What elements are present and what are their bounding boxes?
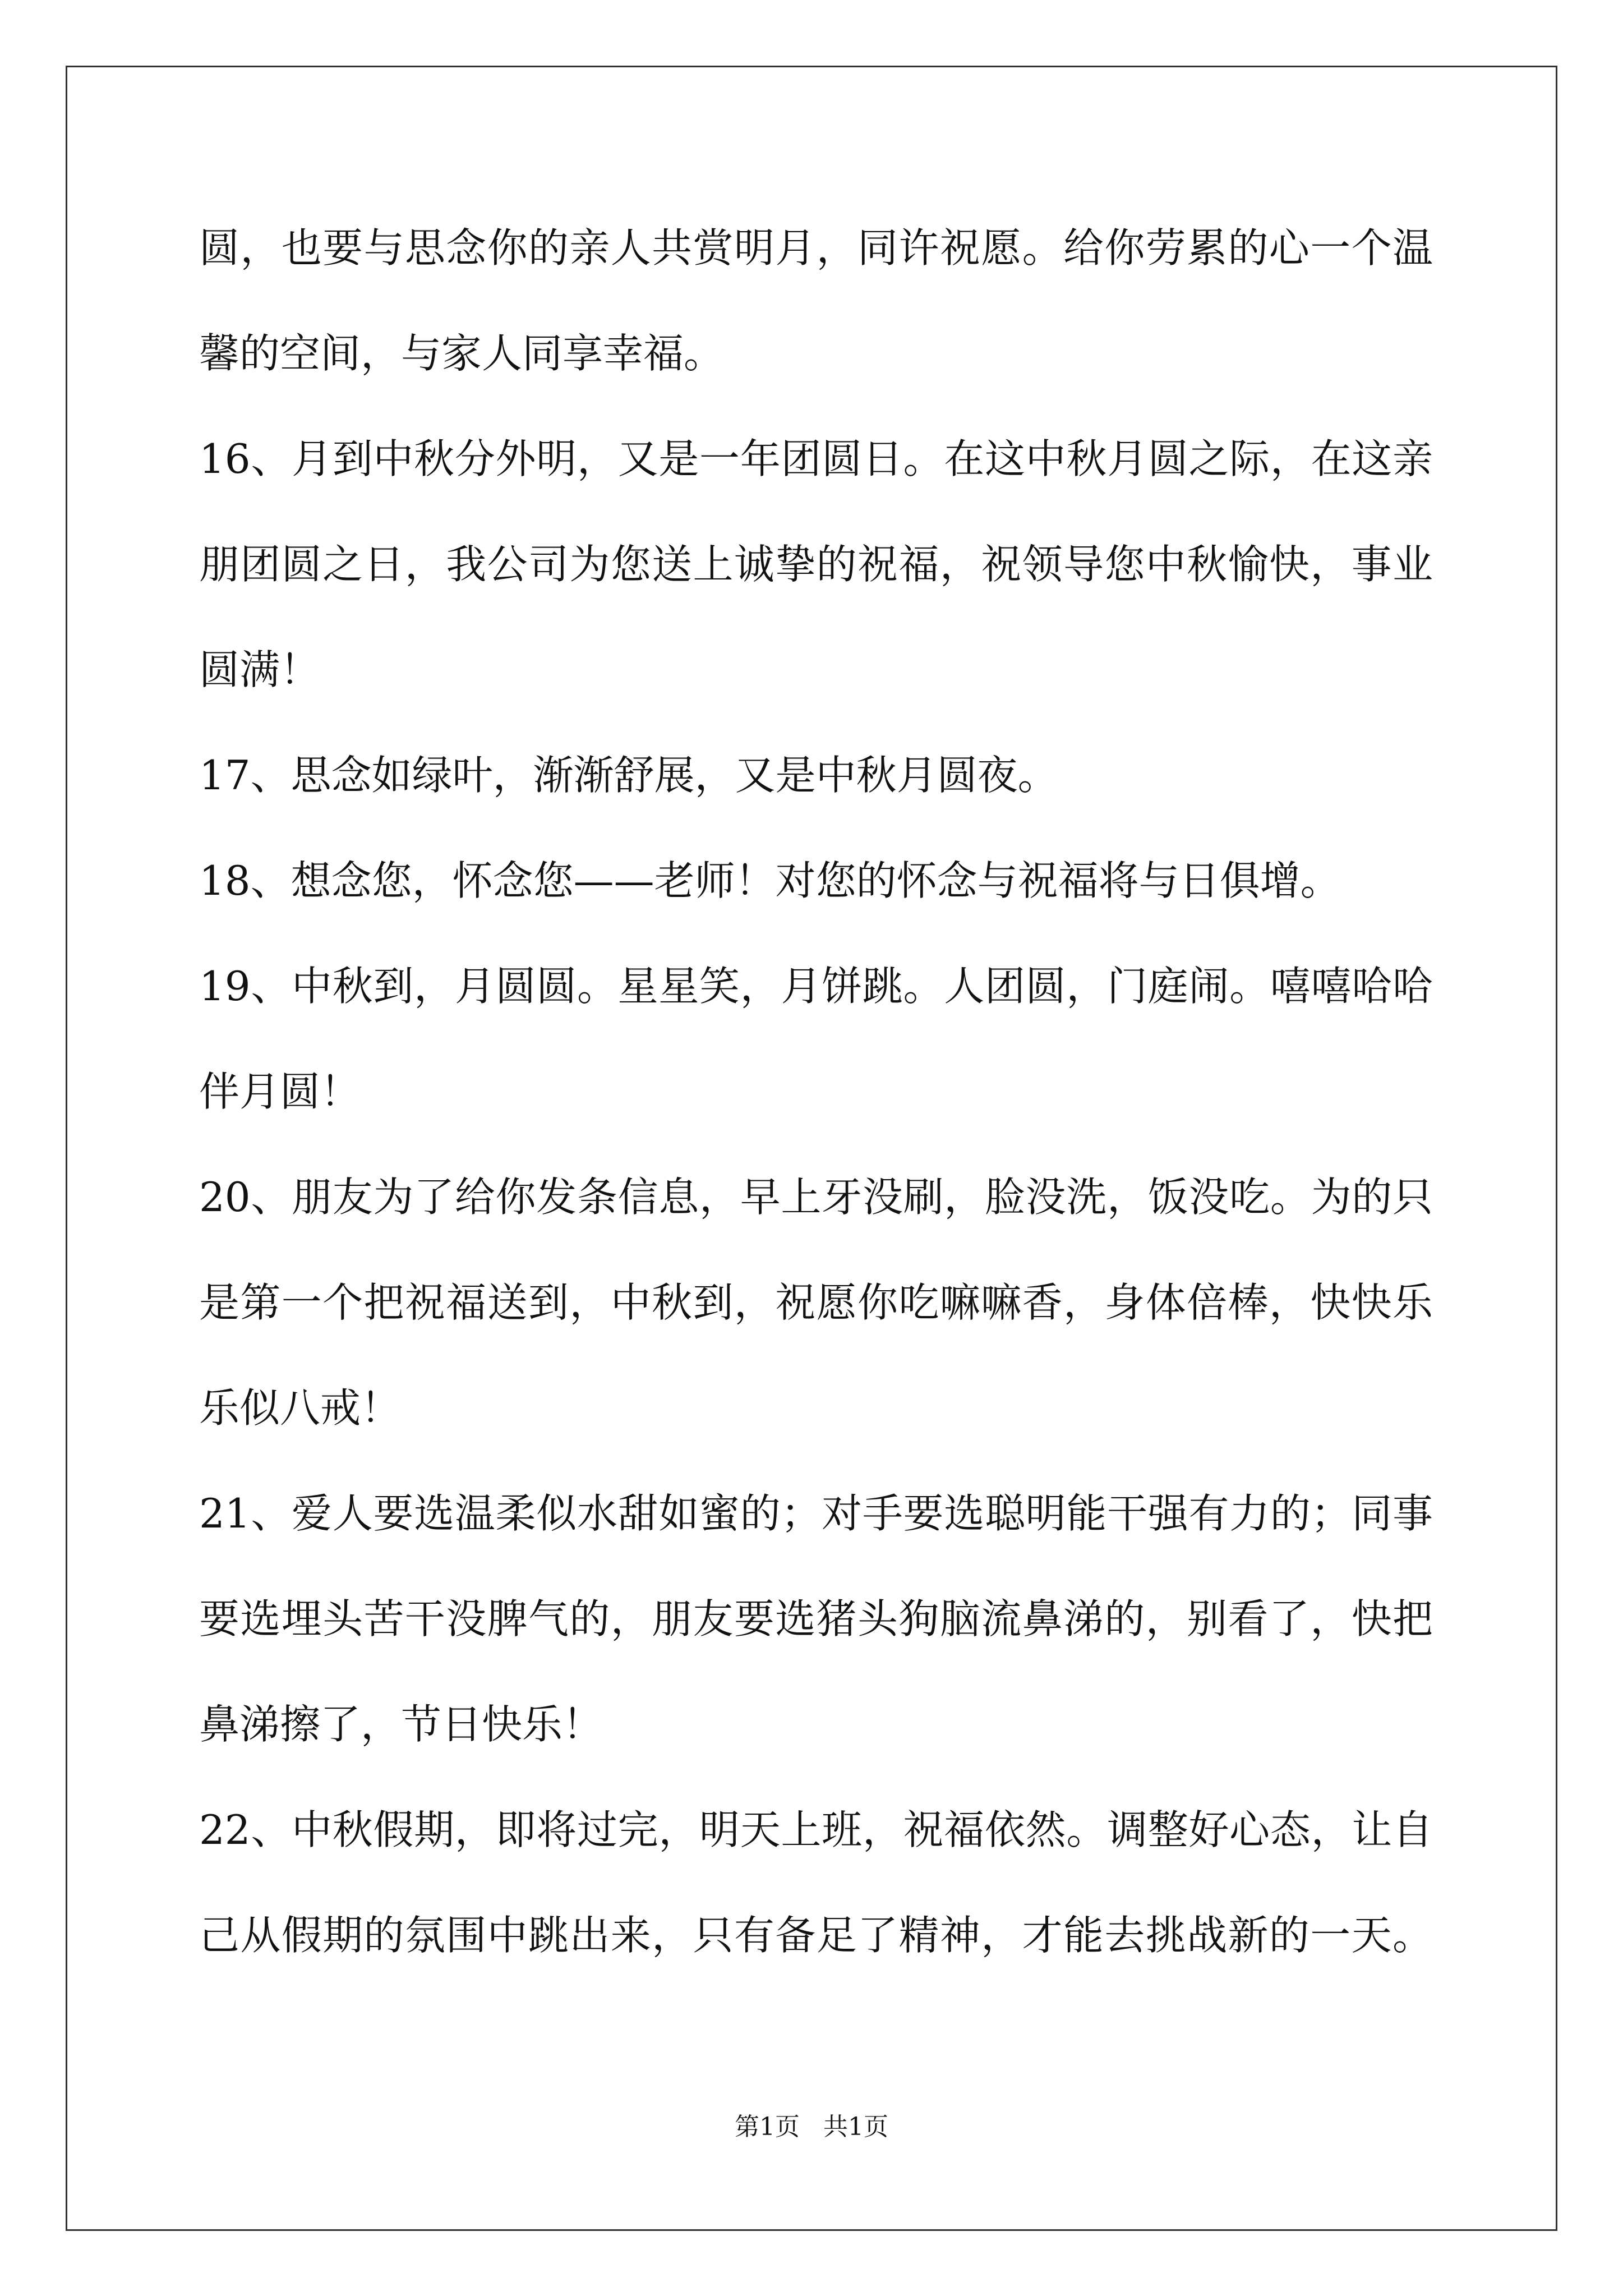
text-line: 伴月圆！ <box>199 1068 361 1115</box>
page-number-footer: 第1页 共1页 <box>735 2113 888 2141</box>
text-line: 21、爱人要选温柔似水甜如蜜的；对手要选聪明能干强有力的；同事 <box>199 1490 1433 1537</box>
text-line: 馨的空间，与家人同享幸福。 <box>199 330 725 377</box>
text-line: 乐似八戒！ <box>199 1384 402 1432</box>
text-line: 要选埋头苦干没脾气的，朋友要选猪头狗脑流鼻涕的，别看了，快把 <box>199 1595 1433 1642</box>
text-line: 18、想念您，怀念您——老师！对您的怀念与祝福将与日俱增。 <box>199 857 1341 904</box>
text-line: 朋团圆之日，我公司为您送上诚挚的祝福，祝领导您中秋愉快，事业 <box>199 541 1433 588</box>
text-line: 17、思念如绿叶，渐渐舒展，又是中秋月圆夜。 <box>199 752 1058 799</box>
text-line: 22、中秋假期，即将过完，明天上班，祝福依然。调整好心态，让自 <box>199 1806 1433 1853</box>
text-line: 19、中秋到，月圆圆。星星笑，月饼跳。人团圆，门庭闹。嘻嘻哈哈 <box>199 963 1433 1010</box>
text-line: 鼻涕擦了，节日快乐！ <box>199 1701 603 1748</box>
text-line: 20、朋友为了给你发条信息，早上牙没刷，脸没洗，饭没吃。为的只 <box>199 1174 1433 1221</box>
text-line: 16、月到中秋分外明，又是一年团圆日。在这中秋月圆之际，在这亲 <box>199 435 1433 482</box>
text-line: 是第一个把祝福送到，中秋到，祝愿你吃嘛嘛香，身体倍棒，快快乐 <box>199 1279 1433 1326</box>
text-line: 圆，也要与思念你的亲人共赏明月，同许祝愿。给你劳累的心一个温 <box>199 224 1433 272</box>
text-line: 圆满！ <box>199 646 321 693</box>
text-line: 己从假期的氛围中跳出来，只有备足了精神，才能去挑战新的一天。 <box>199 1912 1433 1959</box>
